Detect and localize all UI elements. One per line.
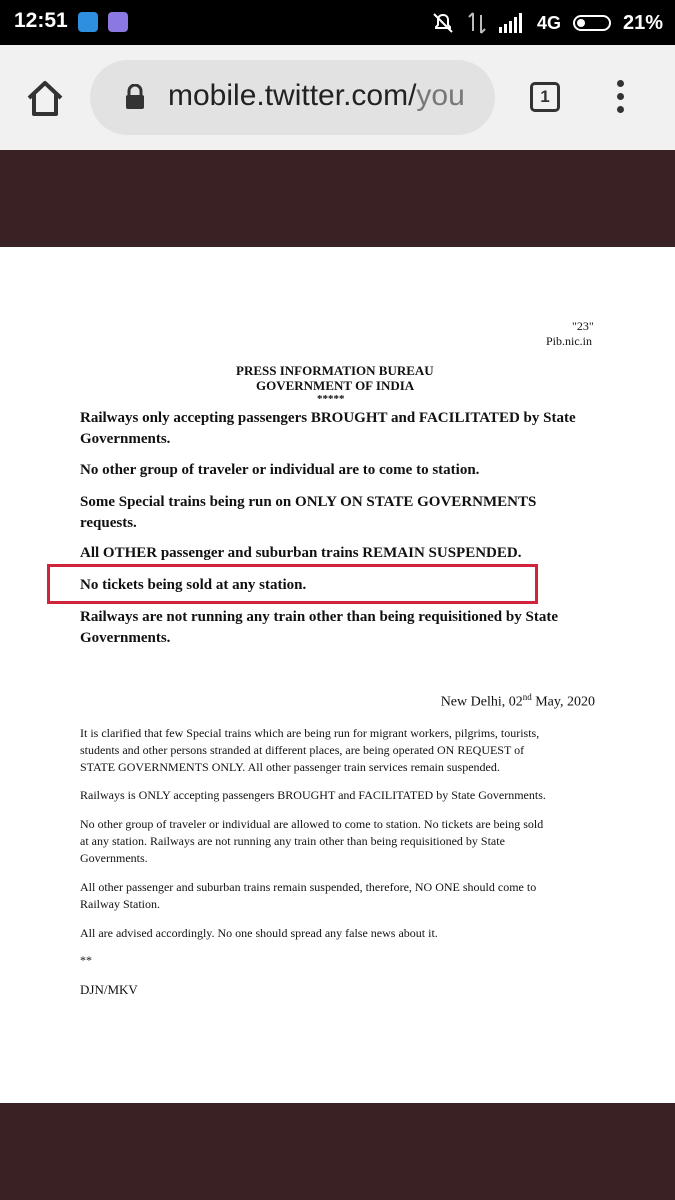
highlighted-headline: No tickets being sold at any station. (80, 577, 307, 593)
signal-icon (499, 13, 525, 33)
source-site: Pib.nic.in (546, 334, 593, 348)
press-release-image (0, 247, 675, 1103)
body-line: All other passenger and suburban trains remain suspended, therefore, NO ONE should come to (80, 880, 537, 894)
highlight-box (47, 564, 538, 604)
doc-subheader: GOVERNMENT OF INDIA (256, 378, 415, 393)
body-line: Railway Station. (80, 897, 160, 911)
headline-line: Railways only accepting passengers BROUGHT and FACILITATED by State (80, 410, 576, 426)
url-text (168, 79, 465, 113)
headline-line: requests. (80, 515, 137, 531)
headline-line: Governments. (80, 431, 171, 447)
app-notification-icon (78, 12, 98, 32)
signature-initials: DJN/MKV (80, 982, 138, 997)
dateline-month-year: May, 2020 (531, 694, 595, 710)
headline-line: Governments. (80, 630, 171, 646)
address-bar[interactable] (90, 60, 495, 135)
dateline-date: New Delhi, 02 (440, 694, 523, 710)
menu-icon[interactable] (614, 80, 626, 116)
dateline-suffix: nd (522, 692, 532, 702)
battery-percent: 21% (622, 11, 663, 34)
headline-line: Some Special trains being run on ONLY ON STATE GOVERNMENTS (80, 494, 537, 510)
url-host: mobile.twitter.com/ (168, 79, 417, 112)
headline-line: No other group of traveler or individual are to come to station. (80, 462, 480, 478)
body-line: at any station. Railways are not running any train other than being requisitioned by State (80, 834, 505, 848)
battery-icon (573, 15, 611, 31)
headline-line: All OTHER passenger and suburban trains REMAIN SUSPENDED. (80, 545, 522, 561)
data-transfer-icon (467, 11, 487, 35)
body-line: All are advised accordingly. No one should spread any false news about it. (80, 926, 438, 940)
body-line: STATE GOVERNMENTS ONLY. All other passenger train services remain suspended. (80, 760, 500, 774)
footer-stars: ** (80, 953, 92, 967)
tabs-icon[interactable]: 1 (530, 82, 560, 112)
dateline (441, 692, 595, 711)
body-line: No other group of traveler or individual are allowed to come to station. No tickets are being sold (80, 817, 544, 831)
status-time: 12:51 (14, 9, 68, 32)
doc-header: PRESS INFORMATION BUREAU (236, 363, 434, 378)
app-notification-icon (108, 12, 128, 32)
status-bar (0, 0, 675, 45)
separator-stars: ***** (317, 393, 345, 405)
body-line: Governments. (80, 851, 148, 865)
lock-icon (124, 84, 146, 110)
browser-toolbar (0, 45, 675, 150)
page-number: "23" (572, 319, 594, 333)
body-line: It is clarified that few Special trains which are being run for migrant workers, pilgrims, tourists, (80, 726, 540, 740)
home-icon[interactable] (24, 77, 66, 119)
status-indicators (431, 8, 663, 38)
silent-icon (431, 11, 455, 35)
headline-line: Railways are not running any train other than being requisitioned by State (80, 609, 558, 625)
url-path: you (416, 79, 465, 112)
body-line: students and other persons stranded at different places, are being operated ON REQUEST of (80, 743, 525, 757)
network-type: 4G (536, 12, 561, 33)
body-line: Railways is ONLY accepting passengers BROUGHT and FACILITATED by State Governments. (80, 788, 546, 802)
